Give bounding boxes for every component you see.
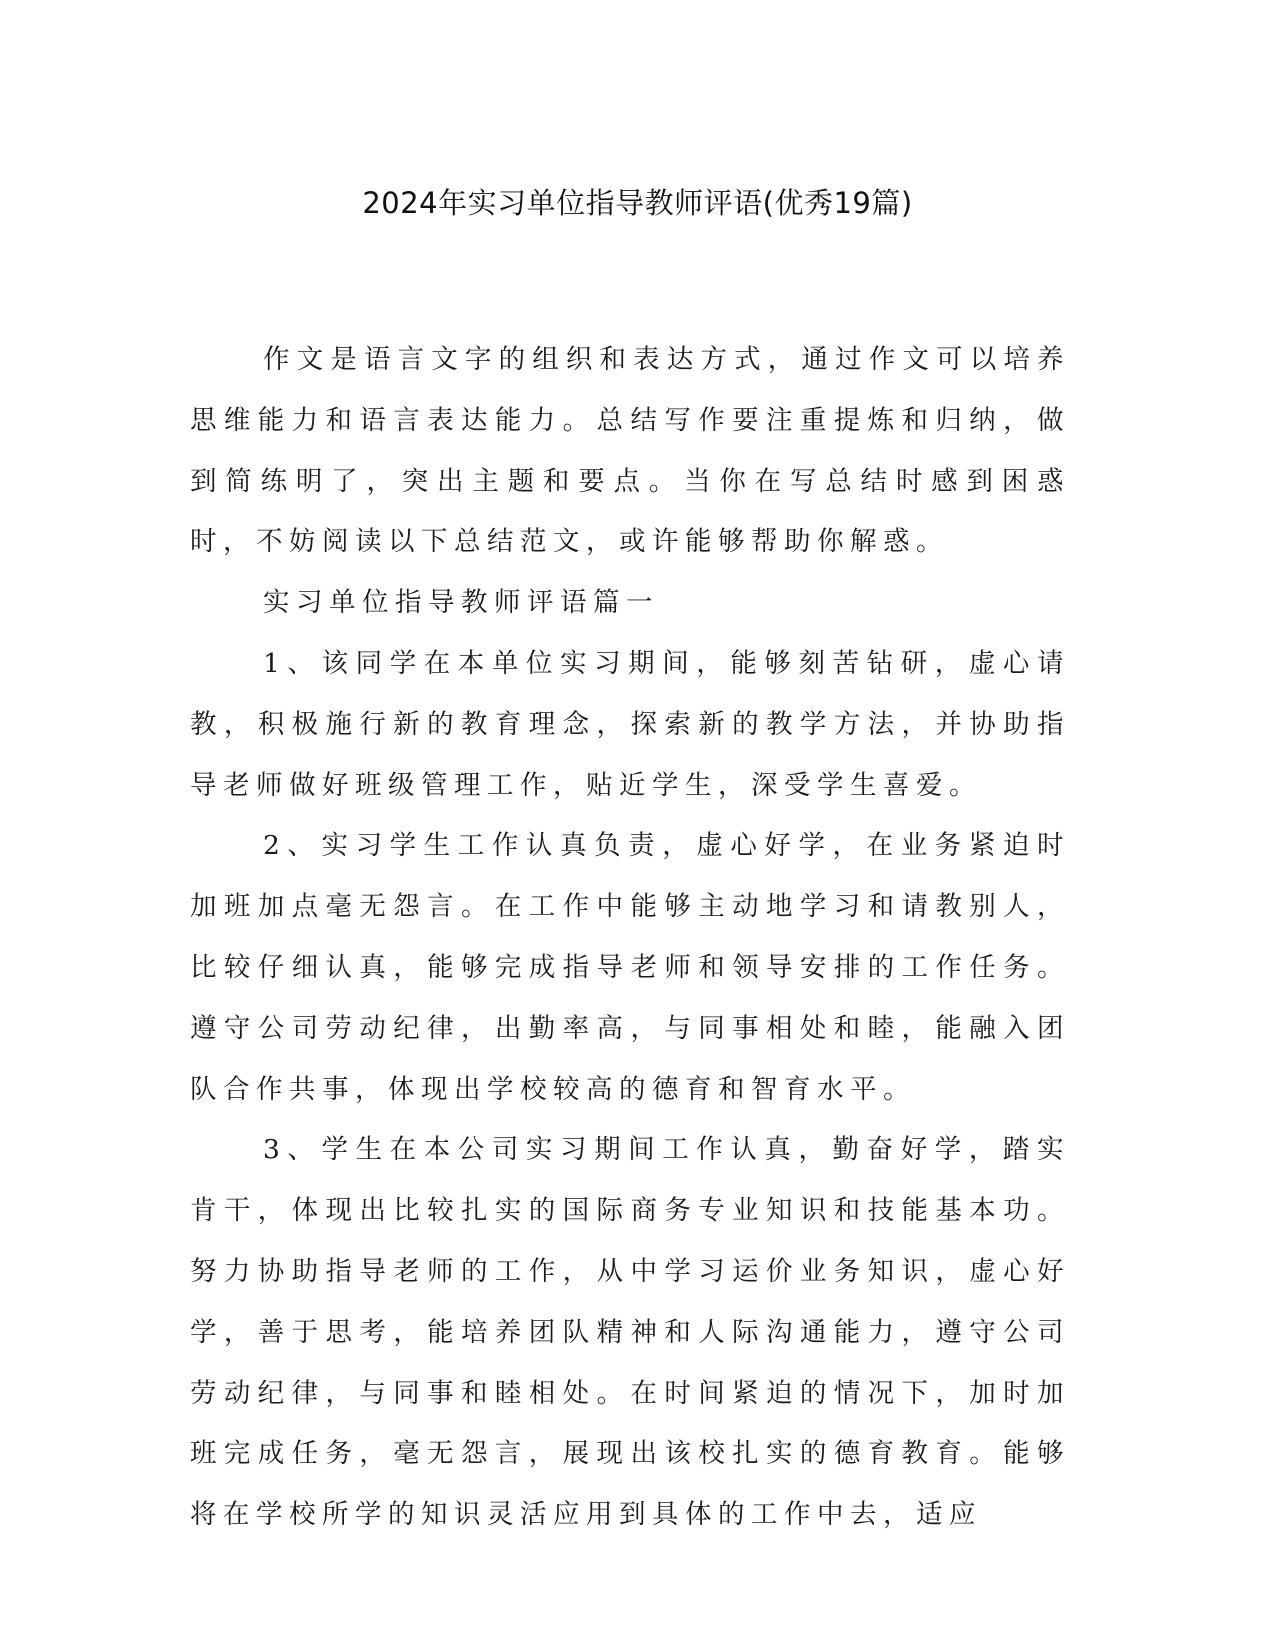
comment-paragraph-1: 1、该同学在本单位实习期间，能够刻苦钻研，虚心请教，积极施行新的教育理念，探索新的教学方法，并协助指导老师做好班级管理工作，贴近学生，深受学生喜爱。 bbox=[190, 647, 1070, 801]
document-title: 2024年实习单位指导教师评语(优秀19篇) bbox=[362, 186, 913, 220]
comment-paragraph-3: 3、学生在本公司实习期间工作认真，勤奋好学，踏实肯干，体现出比较扎实的国际商务专业知识和技能基本功。努力协助指导老师的工作，从中学习运价业务知识，虚心好学，善于思考，能培养团队精神和人际沟通能力，遵守公司劳动纪律，与同事和睦相处。在时间紧迫的情况下，加时加班完成任务，毫无怨言，展现出该校扎实的德育教育。能够将在学校所学的知识灵活应用到具体的工作中去，适应 bbox=[190, 1134, 1070, 1531]
comment-paragraph-2: 2、实习学生工作认真负责，虚心好学，在业务紧迫时加班加点毫无怨言。在工作中能够主动地学习和请教别人，比较仔细认真，能够完成指导老师和领导安排的工作任务。遵守公司劳动纪律，出勤率高，与同事相处和睦，能融入团队合作共事，体现出学校较高的德育和智育水平。 bbox=[190, 830, 1070, 1105]
document-body bbox=[190, 330, 1070, 1546]
section-heading: 实习单位指导教师评语篇一 bbox=[263, 587, 659, 619]
intro-paragraph: 作文是语言文字的组织和表达方式，通过作文可以培养思维能力和语言表达能力。总结写作要注重提炼和归纳，做到简练明了，突出主题和要点。当你在写总结时感到困惑时，不妨阅读以下总结范文，或许能够帮助你解惑。 bbox=[190, 344, 1070, 558]
